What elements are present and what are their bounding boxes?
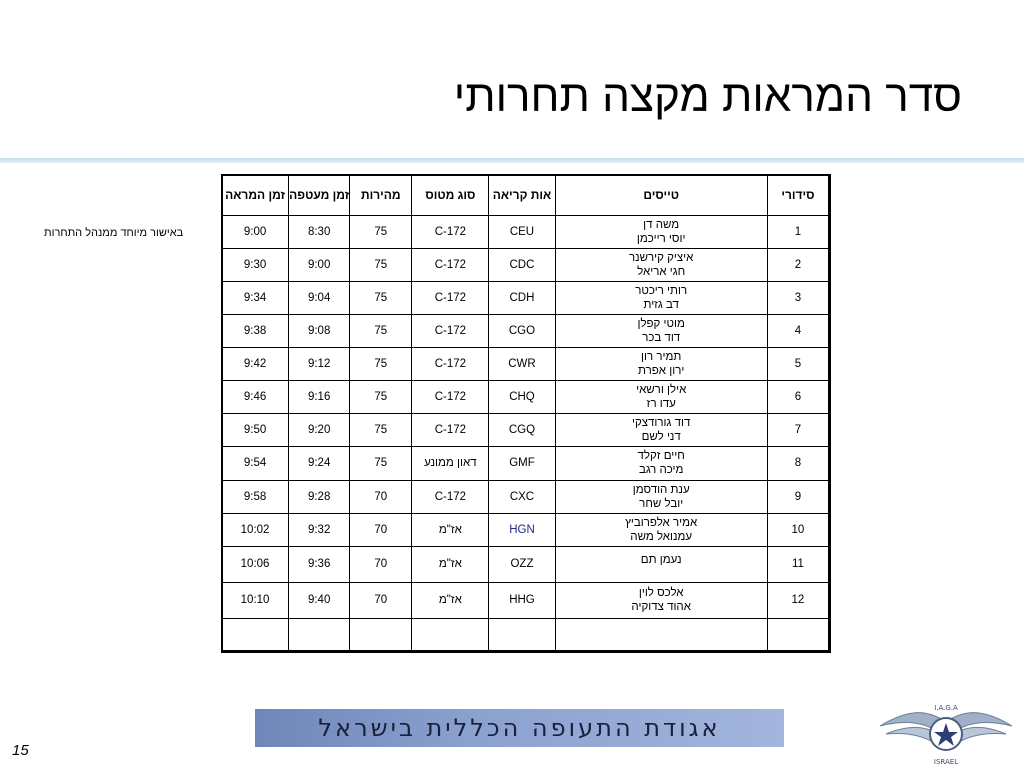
table-row [222,348,829,381]
table-row-empty [222,618,829,650]
envelope-time-cell: 9:08 [289,315,350,348]
serial-cell: 3 [767,282,828,315]
pilot-name: יוסי רייכמן [636,233,686,246]
takeoff-time-cell: 9:50 [222,414,289,447]
pilot-name: תמיר רון [641,351,682,364]
pilot-name: יובל שחר [639,497,684,510]
envelope-time-cell: 9:00 [289,249,350,282]
pilots-cell [555,348,767,381]
serial-cell: 10 [767,513,828,546]
pilots-cell [555,216,767,249]
aircraft-type-cell: C-172 [412,282,489,315]
serial-cell: 9 [767,480,828,513]
pilot-name: איציק קירשנר [629,252,694,265]
table-row [222,381,829,414]
callsign-cell: CGO [489,315,555,348]
iaga-logo-icon [876,696,1016,768]
pilots-cell [555,582,767,618]
page-title: סדר המראות מקצה תחרותי [453,72,962,121]
pilots-cell [555,381,767,414]
callsign-cell: CDC [489,249,555,282]
envelope-time-cell: 9:16 [289,381,350,414]
pilot-name: דני לשם [641,431,681,444]
serial-cell: 5 [767,348,828,381]
serial-cell: 12 [767,582,828,618]
speed-cell: 75 [350,315,412,348]
callsign-cell: HHG [489,582,555,618]
aircraft-type-cell: אז"מ [412,582,489,618]
aircraft-type-cell: C-172 [412,348,489,381]
header-serial: סידורי [767,175,828,216]
pilots-cell [555,546,767,582]
takeoff-time-cell: 9:30 [222,249,289,282]
aircraft-type-cell: דאון ממונע [412,447,489,480]
callsign-cell: CGQ [489,414,555,447]
header-takeoff-time: זמן המראה [222,175,289,216]
pilot-name: מוטי קפלן [637,318,685,331]
pilot-name: מיכה רגב [638,464,684,477]
table-row [222,513,829,546]
envelope-time-cell: 9:28 [289,480,350,513]
table-row [222,546,829,582]
takeoff-order-table [221,174,829,651]
pilot-name: אמיר אלפרוביץ [625,516,698,529]
pilot-name: ירון אפרת [638,365,685,378]
serial-cell: 11 [767,546,828,582]
pilot-name: אילן ורשאי [636,384,687,397]
pilot-name: חגי אריאל [637,266,686,279]
pilots-cell [555,249,767,282]
callsign-cell: CEU [489,216,555,249]
takeoff-time-cell: 9:34 [222,282,289,315]
envelope-time-cell: 8:30 [289,216,350,249]
pilot-name: רותי ריכטר [635,285,688,298]
aircraft-type-cell: אז"מ [412,513,489,546]
envelope-time-cell: 9:20 [289,414,350,447]
aircraft-type-cell: C-172 [412,414,489,447]
pilot-name: אלכס לוין [638,587,684,600]
speed-cell: 70 [350,546,412,582]
serial-cell: 7 [767,414,828,447]
pilot-name: אהוד צדוקיה [631,601,691,614]
envelope-time-cell: 9:32 [289,513,350,546]
envelope-time-cell: 9:40 [289,582,350,618]
speed-cell: 75 [350,282,412,315]
aircraft-type-cell: C-172 [412,249,489,282]
envelope-time-cell: 9:12 [289,348,350,381]
envelope-time-cell: 9:04 [289,282,350,315]
speed-cell: 75 [350,348,412,381]
aircraft-type-cell: C-172 [412,381,489,414]
table-row [222,480,829,513]
takeoff-time-cell: 10:10 [222,582,289,618]
callsign-cell: CXC [489,480,555,513]
pilots-cell [555,447,767,480]
callsign-cell: OZZ [489,546,555,582]
speed-cell: 75 [350,447,412,480]
header-envelope-time: זמן מעטפה [289,175,350,216]
serial-cell: 2 [767,249,828,282]
takeoff-time-cell: 9:54 [222,447,289,480]
pilot-name: עדו רז [646,398,676,411]
takeoff-time-cell: 9:46 [222,381,289,414]
envelope-time-cell: 9:24 [289,447,350,480]
takeoff-time-cell: 9:00 [222,216,289,249]
speed-cell: 75 [350,249,412,282]
takeoff-time-cell: 9:38 [222,315,289,348]
takeoff-time-cell: 9:58 [222,480,289,513]
pilot-name: משה דן [643,219,680,232]
page-number: 15 [12,742,29,759]
serial-cell: 8 [767,447,828,480]
header-speed: מהירות [350,175,412,216]
speed-cell: 70 [350,480,412,513]
speed-cell: 70 [350,513,412,546]
speed-cell: 75 [350,414,412,447]
callsign-cell: CWR [489,348,555,381]
pilot-name: עמנואל משה [630,530,693,543]
association-banner: אגודת התעופה הכללית בישראל [255,709,784,747]
aircraft-type-cell: C-172 [412,315,489,348]
speed-cell: 75 [350,216,412,249]
pilot-name: חיים זקלד [637,450,685,463]
speed-cell: 70 [350,582,412,618]
pilots-cell [555,480,767,513]
pilot-name: דוד בכר [642,332,681,345]
serial-cell: 1 [767,216,828,249]
callsign-cell: GMF [489,447,555,480]
callsign-cell: HGN [489,513,555,546]
logo-top-text: I.A.G.A [934,704,958,712]
pilots-cell [555,513,767,546]
title-divider [0,158,1024,163]
aircraft-type-cell: אז"מ [412,546,489,582]
table-row [222,447,829,480]
logo-bottom-text: ISRAEL [933,758,959,766]
table-row [222,216,829,249]
aircraft-type-cell: C-172 [412,216,489,249]
envelope-time-cell: 9:36 [289,546,350,582]
header-callsign: אות קריאה [489,175,555,216]
table-header-row [222,175,829,216]
speed-cell: 75 [350,381,412,414]
pilots-cell [555,414,767,447]
table-row [222,315,829,348]
pilots-cell [555,315,767,348]
header-pilots: טייסים [555,175,767,216]
takeoff-time-cell: 10:06 [222,546,289,582]
table-row [222,282,829,315]
side-note: באישור מיוחד ממנהל התחרות [44,227,184,239]
serial-cell: 4 [767,315,828,348]
serial-cell: 6 [767,381,828,414]
table-row [222,414,829,447]
callsign-cell: CDH [489,282,555,315]
pilot-name: ענת הודסמן [632,483,690,496]
table-row [222,582,829,618]
pilot-name: נעמן תם [640,553,682,566]
takeoff-time-cell: 9:42 [222,348,289,381]
pilots-cell [555,282,767,315]
aircraft-type-cell: C-172 [412,480,489,513]
callsign-cell: CHQ [489,381,555,414]
table-row [222,249,829,282]
pilot-name: דוד גורודצקי [632,417,691,430]
pilot-name: דב גזית [643,299,679,312]
header-aircraft-type: סוג מטוס [412,175,489,216]
takeoff-time-cell: 10:02 [222,513,289,546]
